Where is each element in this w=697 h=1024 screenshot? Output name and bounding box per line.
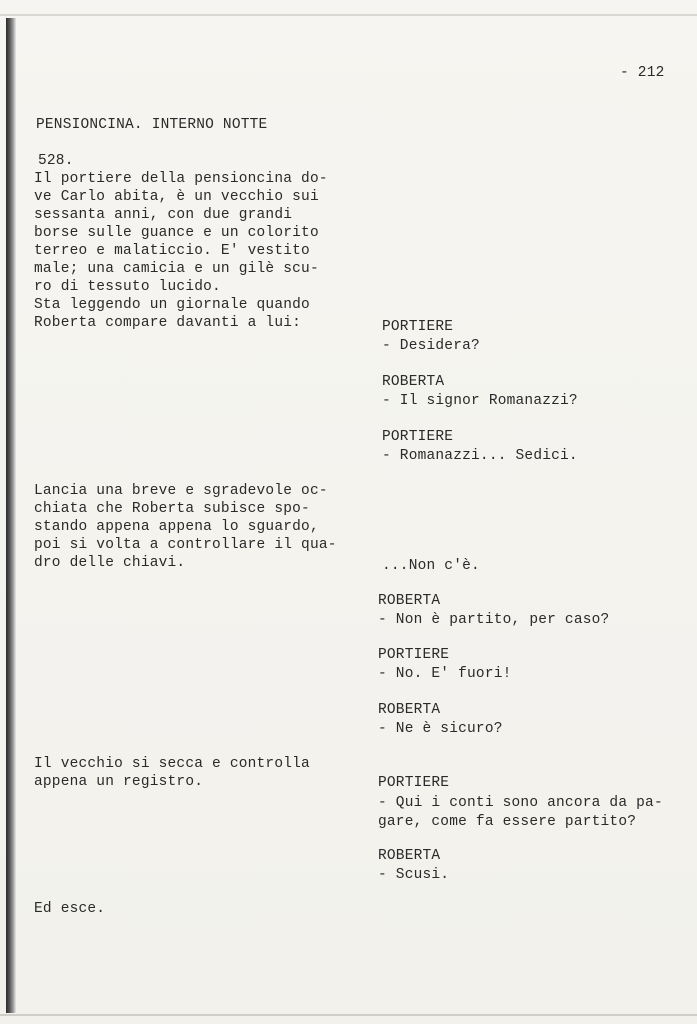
description-line: Il portiere della pensioncina do- (34, 171, 328, 187)
description-line: ve Carlo abita, è un vecchio sui (34, 189, 319, 205)
dialogue-line: - No. E' fuori! (378, 666, 512, 682)
binding-edge (6, 18, 16, 1013)
speaker-name: ROBERTA (378, 593, 441, 609)
description-line: Lancia una breve e sgradevole oc- (34, 483, 328, 499)
dialogue-line: ...Non c'è. (382, 558, 480, 574)
speaker-name: ROBERTA (378, 702, 441, 718)
description-line: terreo e malaticcio. E' vestito (34, 243, 310, 259)
description-line: Sta leggendo un giornale quando (34, 297, 310, 313)
page-top-edge (0, 14, 697, 16)
scene-heading: PENSIONCINA. INTERNO NOTTE (36, 117, 268, 133)
description-line: Il vecchio si secca e controlla (34, 756, 310, 772)
speaker-name: PORTIERE (378, 775, 450, 791)
description-line: poi si volta a controllare il qua- (34, 537, 337, 553)
description-line: chiata che Roberta subisce spo- (34, 501, 310, 517)
dialogue-line: - Qui i conti sono ancora da pa- (378, 795, 663, 811)
speaker-name: PORTIERE (378, 647, 450, 663)
dialogue-line: - Scusi. (378, 867, 450, 883)
description-line: male; una camicia e un gilè scu- (34, 261, 319, 277)
description-line: stando appena appena lo sguardo, (34, 519, 319, 535)
dialogue-line: - Il signor Romanazzi? (382, 393, 578, 409)
description-line: ro di tessuto lucido. (34, 279, 221, 295)
page-number: - 212 (620, 65, 665, 81)
description-line: Ed esce. (34, 901, 106, 917)
description-line: dro delle chiavi. (34, 555, 186, 571)
description-line: borse sulle guance e un colorito (34, 225, 319, 241)
speaker-name: ROBERTA (378, 848, 441, 864)
speaker-name: PORTIERE (382, 319, 454, 335)
description-line: sessanta anni, con due grandi (34, 207, 293, 223)
speaker-name: ROBERTA (382, 374, 445, 390)
dialogue-line: - Ne è sicuro? (378, 721, 503, 737)
dialogue-line: - Desidera? (382, 338, 480, 354)
speaker-name: PORTIERE (382, 429, 454, 445)
dialogue-line: - Romanazzi... Sedici. (382, 448, 578, 464)
description-line: Roberta compare davanti a lui: (34, 315, 302, 331)
scene-number: 528. (38, 153, 74, 169)
dialogue-line: gare, come fa essere partito? (378, 814, 637, 830)
dialogue-line: - Non è partito, per caso? (378, 612, 610, 628)
page-bottom-edge (0, 1014, 697, 1016)
description-line: appena un registro. (34, 774, 204, 790)
